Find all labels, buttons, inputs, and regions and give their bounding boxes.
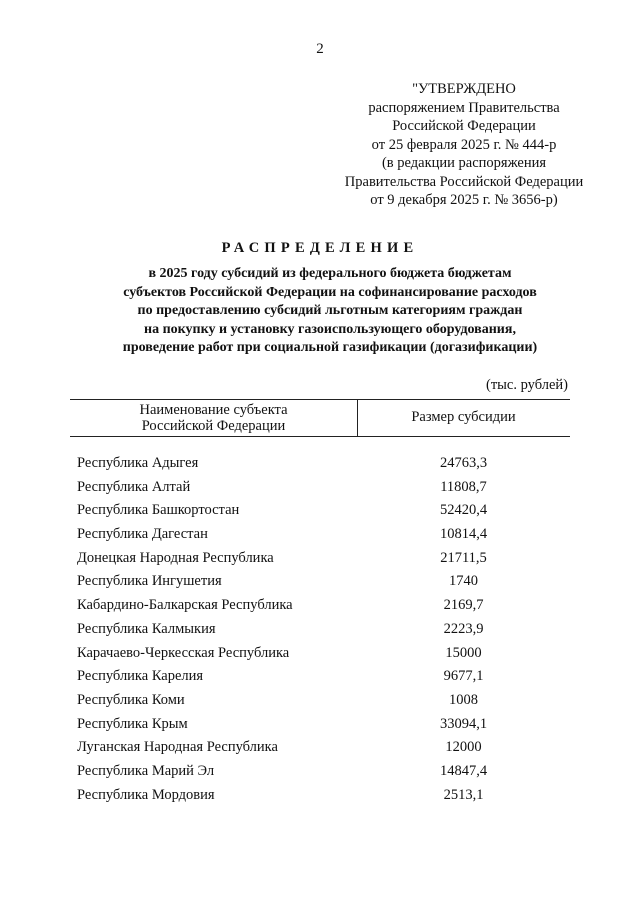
units-label: (тыс. рублей) (486, 377, 568, 393)
subsidy-amount: 10814,4 (439, 526, 488, 543)
region-name: Республика Алтай (77, 478, 191, 495)
table-row (0, 524, 640, 548)
approval-line: распоряжением Правительства (368, 99, 560, 116)
table-row (0, 785, 640, 809)
approval-stamp (300, 80, 628, 210)
table-row (0, 643, 640, 667)
subsidy-amount: 12000 (445, 739, 482, 756)
region-name: Карачаево-Черкесская Республика (77, 644, 290, 661)
table-row (0, 666, 640, 690)
table-row (0, 714, 640, 738)
region-name: Республика Адыгея (77, 455, 199, 471)
table-row (0, 595, 640, 619)
subtitle-line: по предоставлению субсидий льготным категориям граждан (137, 303, 523, 319)
document-subtitle (60, 265, 600, 358)
subsidy-amount: 9677,1 (443, 668, 484, 685)
subtitle-line: проведение работ при социальной газификации (догазификации) (122, 340, 538, 356)
region-name: Луганская Народная Республика (77, 739, 278, 756)
document-title: РАСПРЕДЕЛЕНИЕ (221, 240, 419, 256)
region-name: Республика Марий Эл (77, 762, 215, 779)
table-top-rule (70, 399, 570, 400)
region-name: Республика Карелия (77, 668, 204, 685)
subsidy-amount: 15000 (445, 644, 482, 661)
table-row (0, 477, 640, 501)
column-header-region (70, 402, 357, 434)
region-name: Республика Мордовия (77, 786, 215, 803)
subsidy-amount: 11808,7 (440, 478, 487, 495)
table-row (0, 761, 640, 785)
region-name: Республика Калмыкия (77, 620, 216, 637)
region-name: Республика Коми (77, 691, 185, 708)
subsidy-amount: 2513,1 (443, 786, 484, 803)
region-name: Донецкая Народная Республика (77, 549, 274, 566)
region-name: Республика Дагестан (77, 526, 208, 543)
subsidy-amount: 52420,4 (439, 502, 488, 519)
subsidy-amount: 33094,1 (439, 715, 488, 732)
table-row (0, 453, 640, 477)
table-row (0, 737, 640, 761)
subsidy-amount: 24763,3 (439, 455, 488, 471)
table-row (0, 690, 640, 714)
subsidy-amount: 21711,5 (440, 549, 487, 566)
region-name: Республика Башкортостан (77, 502, 240, 519)
subtitle-line: на покупку и установку газоиспользующего оборудования, (144, 321, 516, 337)
approval-line: от 9 декабря 2025 г. № 3656-р) (370, 192, 558, 208)
approval-line: Российской Федерации (392, 118, 536, 134)
subsidy-amount: 2223,9 (443, 620, 484, 637)
subsidy-amount: 1740 (449, 573, 478, 590)
column-header-amount: Размер субсидии (411, 409, 516, 425)
table-row (0, 548, 640, 572)
table-body (0, 453, 640, 808)
region-name: Республика Ингушетия (77, 573, 222, 590)
page-number: 2 (316, 41, 324, 57)
approval-line: "УТВЕРЖДЕНО (412, 81, 516, 97)
subsidy-amount: 2169,7 (443, 597, 484, 614)
subtitle-line: субъектов Российской Федерации на софинансирование расходов (123, 284, 537, 300)
approval-line: (в редакции распоряжения (381, 155, 547, 171)
region-name: Кабардино-Балкарская Республика (77, 597, 293, 614)
subsidy-amount: 14847,4 (439, 762, 488, 779)
approval-line: Правительства Российской Федерации (344, 173, 584, 190)
approval-line: от 25 февраля 2025 г. № 444-р (371, 136, 557, 153)
subtitle-line: в 2025 году субсидий из федерального бюджета бюджетам (148, 266, 512, 281)
subsidy-amount: 1008 (449, 691, 478, 708)
table-row (0, 571, 640, 595)
table-header-rule (70, 436, 570, 437)
table-row (0, 619, 640, 643)
column-header-region-line: Российской Федерации (141, 418, 286, 434)
column-header-region-line: Наименование субъекта (139, 402, 288, 418)
table-row (0, 500, 640, 524)
region-name: Республика Крым (77, 715, 188, 732)
